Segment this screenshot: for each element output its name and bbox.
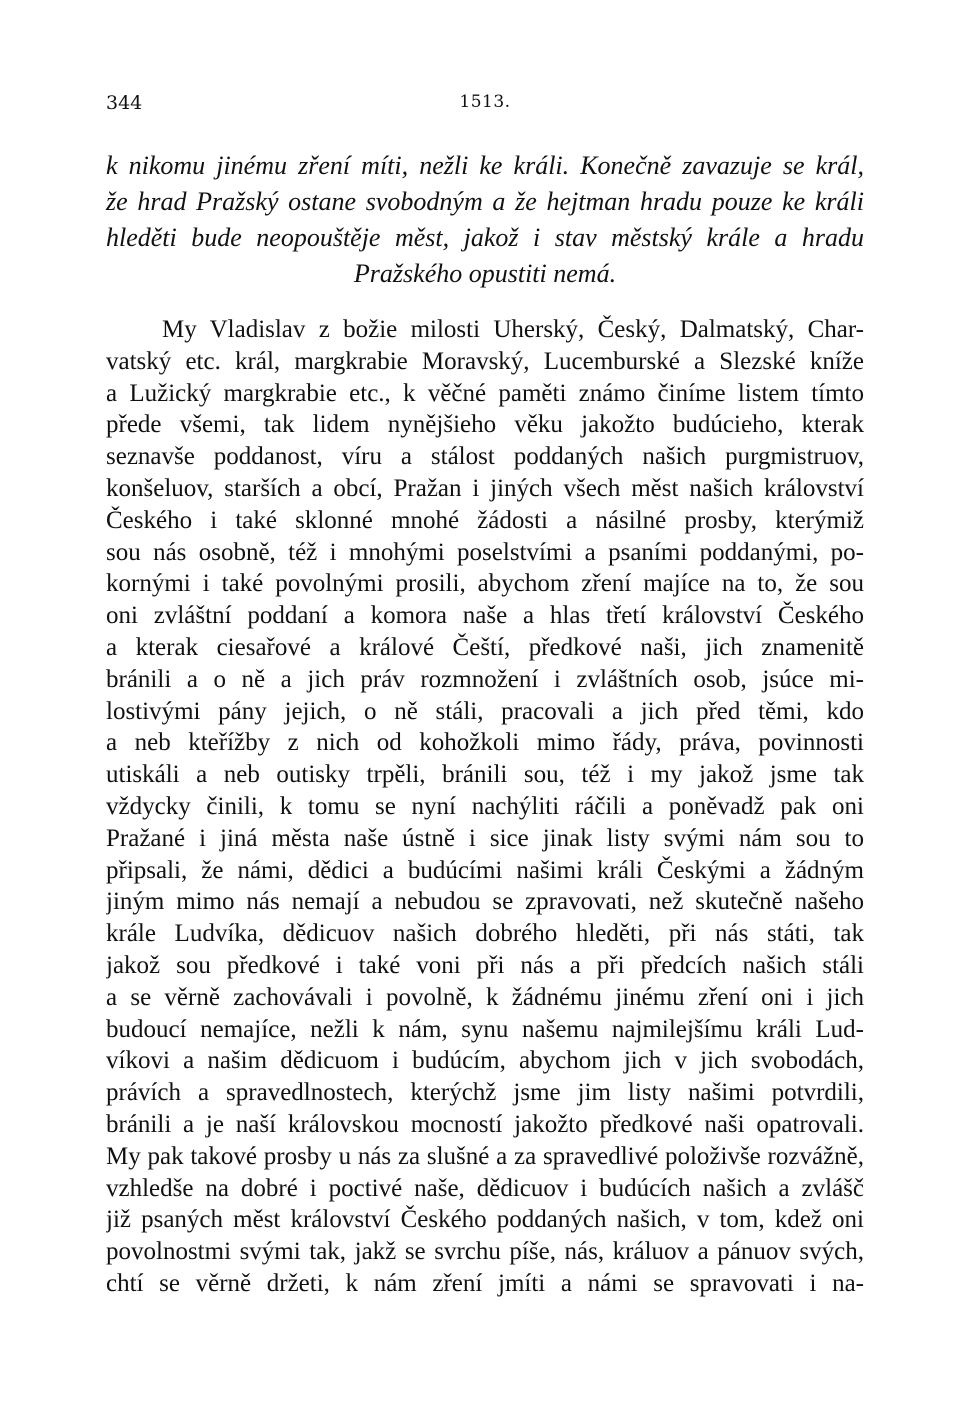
body-line: a neb kteřížby z nich od kohožkoli mimo řády, práva, povinnosti [106, 729, 864, 757]
body-line: a kterak ciesařové a králové Čeští, předkové naši, jich znamenitě [106, 633, 864, 661]
body-line: vzhledše na dobré i poctivé naše, dědicuov i budúcích našich a zvlášč [106, 1174, 864, 1202]
italic-summary [106, 148, 864, 292]
body-line: sou nás osobně, též i mnohými poselstvími a psaními poddanými, po- [106, 538, 864, 566]
body-line: krále Ludvíka, dědicuov našich dobrého hleděti, při nás státi, tak [106, 920, 864, 948]
body-line: jiným mimo nás nemají a nebudou se zpravovati, než skutečně našeho [106, 888, 864, 916]
body-line: povolnostmi svými tak, jakž se svrchu píše, nás, králuov a pánuov svých, [106, 1238, 864, 1266]
summary-line: že hrad Pražský ostane svobodným a že hejtman hradu pouze ke králi [106, 187, 864, 216]
body-line: kornými i také povolnými prosili, abychom zření majíce na to, že sou [106, 570, 864, 598]
body-line: již psaných měst království Českého poddaných našich, v tom, kdež oni [106, 1206, 864, 1234]
body-line: a Lužický margkrabie etc., k věčné paměti známo činíme listem tímto [106, 379, 864, 407]
body-line: lostivými pány jejich, o ně stáli, pracovali a jich před těmi, kdo [106, 697, 864, 725]
summary-line: Pražského opustiti nemá. [353, 259, 617, 288]
page-header [106, 92, 864, 122]
body-line: bránili a o ně a jich práv rozmnožení i zvláštních osob, jsúce mi- [106, 665, 864, 693]
body-line: oni zvláštní poddaní a komora naše a hlas třetí království Českého [106, 602, 864, 630]
summary-line: k nikomu jinému zření míti, nežli ke králi. Konečně zavazuje se král, [106, 151, 864, 180]
summary-line: hleděti bude neopouštěje měst, jakož i stav městský krále a hradu [106, 223, 864, 252]
body-line: budoucí nemajíce, nežli k nám, synu našemu najmilejšímu králi Lud- [106, 1015, 864, 1043]
body-line: My pak takové prosby u nás za slušné a za spravedlivé položivše rozvážně, [106, 1142, 864, 1170]
body-line: My Vladislav z božie milosti Uherský, Český, Dalmatský, Char- [162, 316, 864, 343]
body-text [106, 314, 864, 1300]
body-line: právích a spravedlnostech, kterýchž jsme jim listy našimi potvrdili, [106, 1079, 864, 1107]
body-line: bránili a je naší královskou mocností jakožto předkové naši opatrovali. [106, 1110, 864, 1138]
page-number: 344 [106, 92, 143, 114]
body-line: připsali, že námi, dědici a budúcími našimi králi Českými a žádným [106, 856, 864, 884]
body-line: víkovi a našim dědicuom i budúcím, abychom jich v jich svobodách, [106, 1047, 864, 1075]
body-line: seznavše poddanost, víru a stálost poddaných našich purgmistruov, [106, 443, 864, 471]
body-line: Českého i také sklonné mnohé žádosti a násilné prosby, kterýmiž [106, 506, 864, 534]
body-line: Pražané i jiná města naše ústně i sice jinak listy svými nám sou to [106, 824, 864, 852]
body-line: a se věrně zachovávali i povolně, k žádnému jinému zření oni i jich [106, 983, 864, 1011]
body-line: chtí se věrně držeti, k nám zření jmíti a námi se spravovati i na- [106, 1269, 864, 1297]
body-line: konšeluov, starších a obcí, Pražan i jiných všech měst našich království [106, 474, 864, 502]
body-line: utiskáli a neb outisky trpěli, bránili sou, též i my jakož jsme tak [106, 761, 864, 789]
body-line: jakož sou předkové i také voni při nás a při předcích našich stáli [106, 951, 864, 979]
body-line: přede všemi, tak lidem nynějšieho věku jakožto budúcieho, kterak [106, 411, 864, 439]
body-line: vatský etc. král, margkrabie Moravský, Lucemburské a Slezské kníže [106, 347, 864, 375]
running-head: 1513. [459, 92, 511, 112]
body-line: vždycky činili, k tomu se nyní nachýliti ráčili a poněvadž pak oni [106, 792, 864, 820]
